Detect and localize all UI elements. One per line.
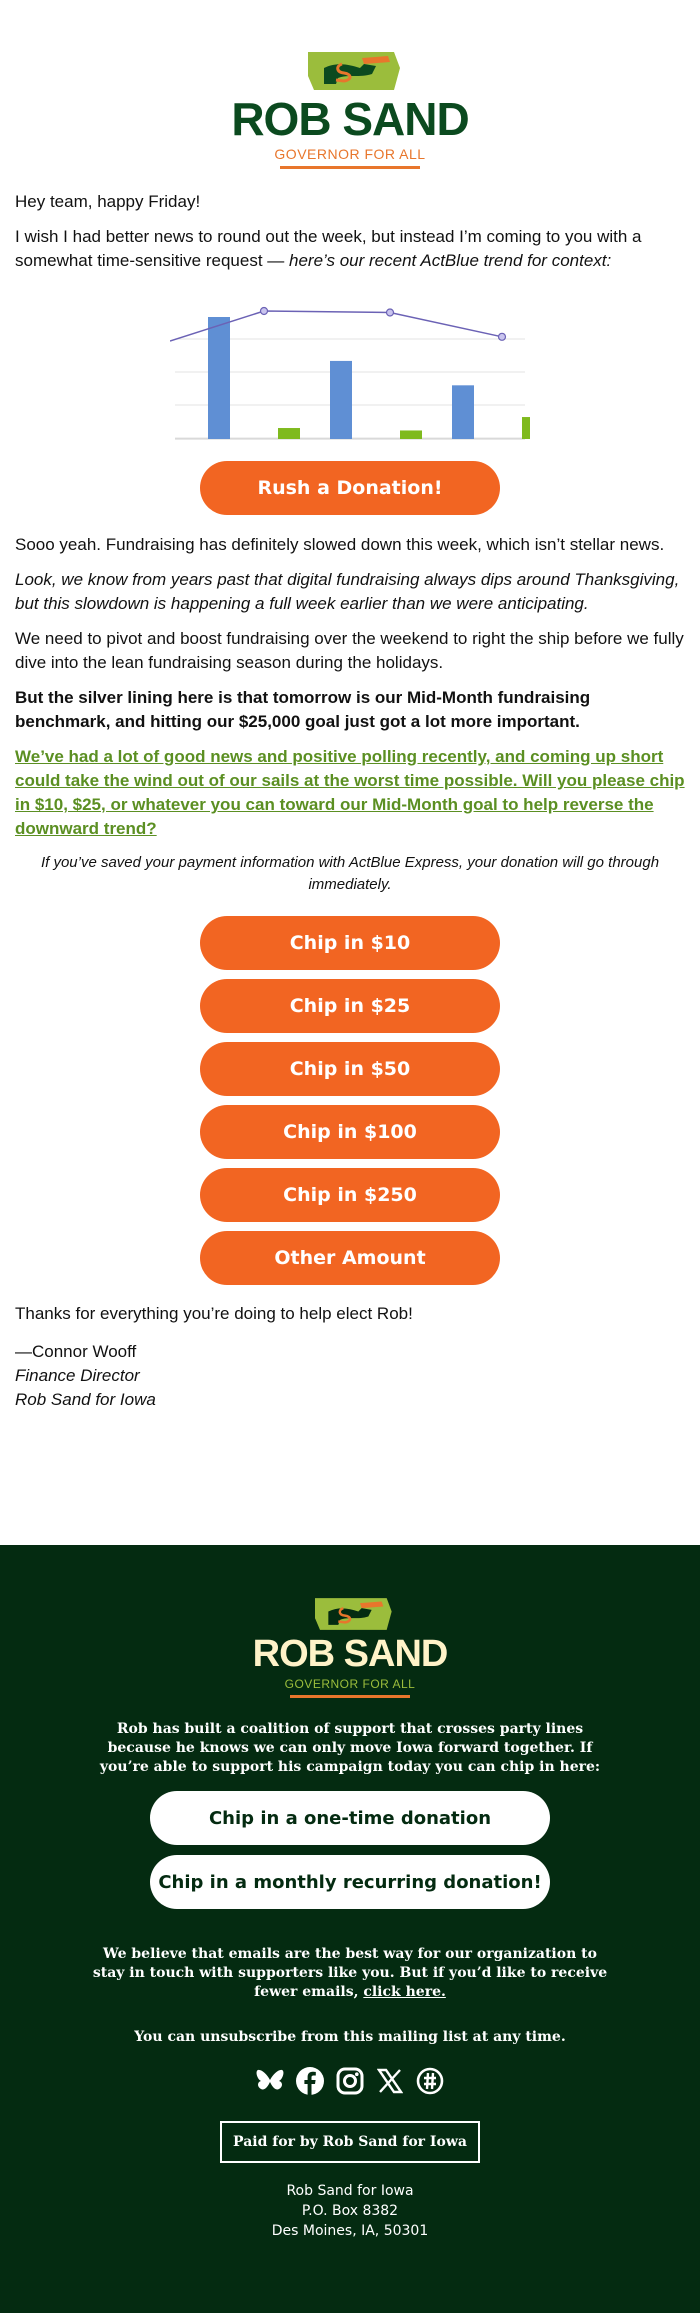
paragraph-thanksgiving: Look, we know from years past that digital fundraising always dips around Thanksgiving, but this slowdown is happening a full week earlier than we were anticipating.	[15, 570, 680, 613]
chart-bar-series-1	[330, 361, 352, 439]
rush-donation-button[interactable]: Rush a Donation!	[200, 461, 500, 515]
chart-bar-series-2	[278, 428, 300, 439]
chart-trend-point	[387, 309, 394, 316]
signature-name: —Connor Wooff	[15, 1342, 137, 1361]
signature	[15, 1340, 685, 1412]
footer-logo-name: ROB SAND	[252, 1633, 448, 1675]
trend-chart-svg	[170, 284, 530, 449]
paragraph-pivot: We need to pivot and boost fundraising over the weekend to right the ship before we fully dive into the lean fundraising season during the holidays.	[15, 629, 684, 672]
chip-10-button[interactable]: Chip in $10	[200, 916, 500, 970]
chip-50-button[interactable]: Chip in $50	[200, 1042, 500, 1096]
instagram-icon[interactable]	[334, 2065, 366, 2097]
chip-button-list	[15, 916, 685, 1294]
chart-bar-series-2	[522, 417, 530, 439]
logo-underline	[280, 166, 420, 169]
chip-25-button[interactable]: Chip in $25	[200, 979, 500, 1033]
footer-logo-block	[253, 1593, 448, 1720]
social-links	[0, 2065, 700, 2097]
address-line-1: Rob Sand for Iowa	[286, 2183, 414, 2199]
threads-icon[interactable]	[414, 2065, 446, 2097]
logo-block	[231, 46, 468, 190]
footer-logo[interactable]	[0, 1545, 700, 1720]
paragraph-silver-lining: But the silver lining here is that tomorrow is our Mid-Month fundraising benchmark, and hitting our $25,000 goal just got a lot more important.	[15, 688, 591, 731]
bluesky-icon[interactable]	[254, 2065, 286, 2097]
rush-button-wrap	[15, 461, 685, 533]
x-icon[interactable]	[374, 2065, 406, 2097]
emails-text: We believe that emails are the best way for our organization to stay in touch with supporters like you. But if you’d like to receive fewer emails,	[92, 1946, 608, 2000]
logo-tagline: GOVERNOR FOR ALL	[274, 146, 426, 162]
chart-bar-series-1	[208, 317, 230, 439]
header-logo[interactable]	[15, 0, 685, 190]
signature-title: Finance Director	[15, 1366, 140, 1385]
paragraph-thanks: Thanks for everything you’re doing to help elect Rob!	[15, 1304, 413, 1323]
facebook-icon[interactable]	[294, 2065, 326, 2097]
address-line-3: Des Moines, IA, 50301	[271, 2223, 429, 2239]
iowa-logo-icon	[300, 1593, 400, 1635]
monthly-donation-button[interactable]: Chip in a monthly recurring donation!	[150, 1855, 550, 1909]
fewer-emails-link[interactable]: click here.	[363, 1984, 446, 2000]
footer-button-list	[0, 1791, 700, 1919]
coalition-text: Rob has built a coalition of support that crosses party lines because he knows we can only move Iowa forward together. If you’re able to support his campaign today you can chip in here:	[99, 1721, 601, 1775]
other-amount-button[interactable]: Other Amount	[200, 1231, 500, 1285]
greeting: Hey team, happy Friday!	[15, 192, 201, 211]
paragraph-link	[15, 745, 685, 841]
address-line-2: P.O. Box 8382	[301, 2203, 399, 2219]
footer	[0, 1545, 700, 2313]
intro-italic: here’s our recent ActBlue trend for context:	[289, 251, 612, 270]
donation-link[interactable]: We’ve had a lot of good news and positive polling recently, and coming up short could take the wind out of our sails at the worst time possible. Will you please chip in $10, $25, or whatever you can toward our Mid-Month goal to help reverse the downward trend?	[15, 747, 685, 838]
intro-paragraph	[15, 225, 685, 273]
chart-trend-point	[499, 333, 506, 340]
intro-plain: I wish I had better news to round out the week, but instead I’m coming to you with a somewhat time-sensitive request —	[15, 227, 642, 270]
footer-logo-underline	[290, 1695, 410, 1698]
chip-250-button[interactable]: Chip in $250	[200, 1168, 500, 1222]
paragraph-slowed: Sooo yeah. Fundraising has definitely slowed down this week, which isn’t stellar news.	[15, 535, 665, 554]
emails-text-block	[0, 1945, 700, 2002]
chip-100-button[interactable]: Chip in $100	[200, 1105, 500, 1159]
unsubscribe-text: You can unsubscribe from this mailing list at any time.	[134, 2029, 566, 2045]
paragraph-express: If you’ve saved your payment information with ActBlue Express, your donation will go through immediately.	[40, 854, 660, 893]
signature-org: Rob Sand for Iowa	[15, 1390, 156, 1409]
chart-bar-series-1	[452, 385, 474, 439]
paid-for-box: Paid for by Rob Sand for Iowa	[220, 2121, 480, 2163]
iowa-logo-icon	[290, 46, 410, 96]
logo-name: ROB SAND	[231, 93, 469, 145]
footer-logo-tagline: GOVERNOR FOR ALL	[284, 1677, 416, 1691]
one-time-donation-button[interactable]: Chip in a one-time donation	[150, 1791, 550, 1845]
chart-bar-series-2	[400, 430, 422, 439]
mailing-address	[0, 2181, 700, 2241]
chart-trend-point	[261, 308, 268, 315]
actblue-trend-chart	[15, 284, 685, 449]
